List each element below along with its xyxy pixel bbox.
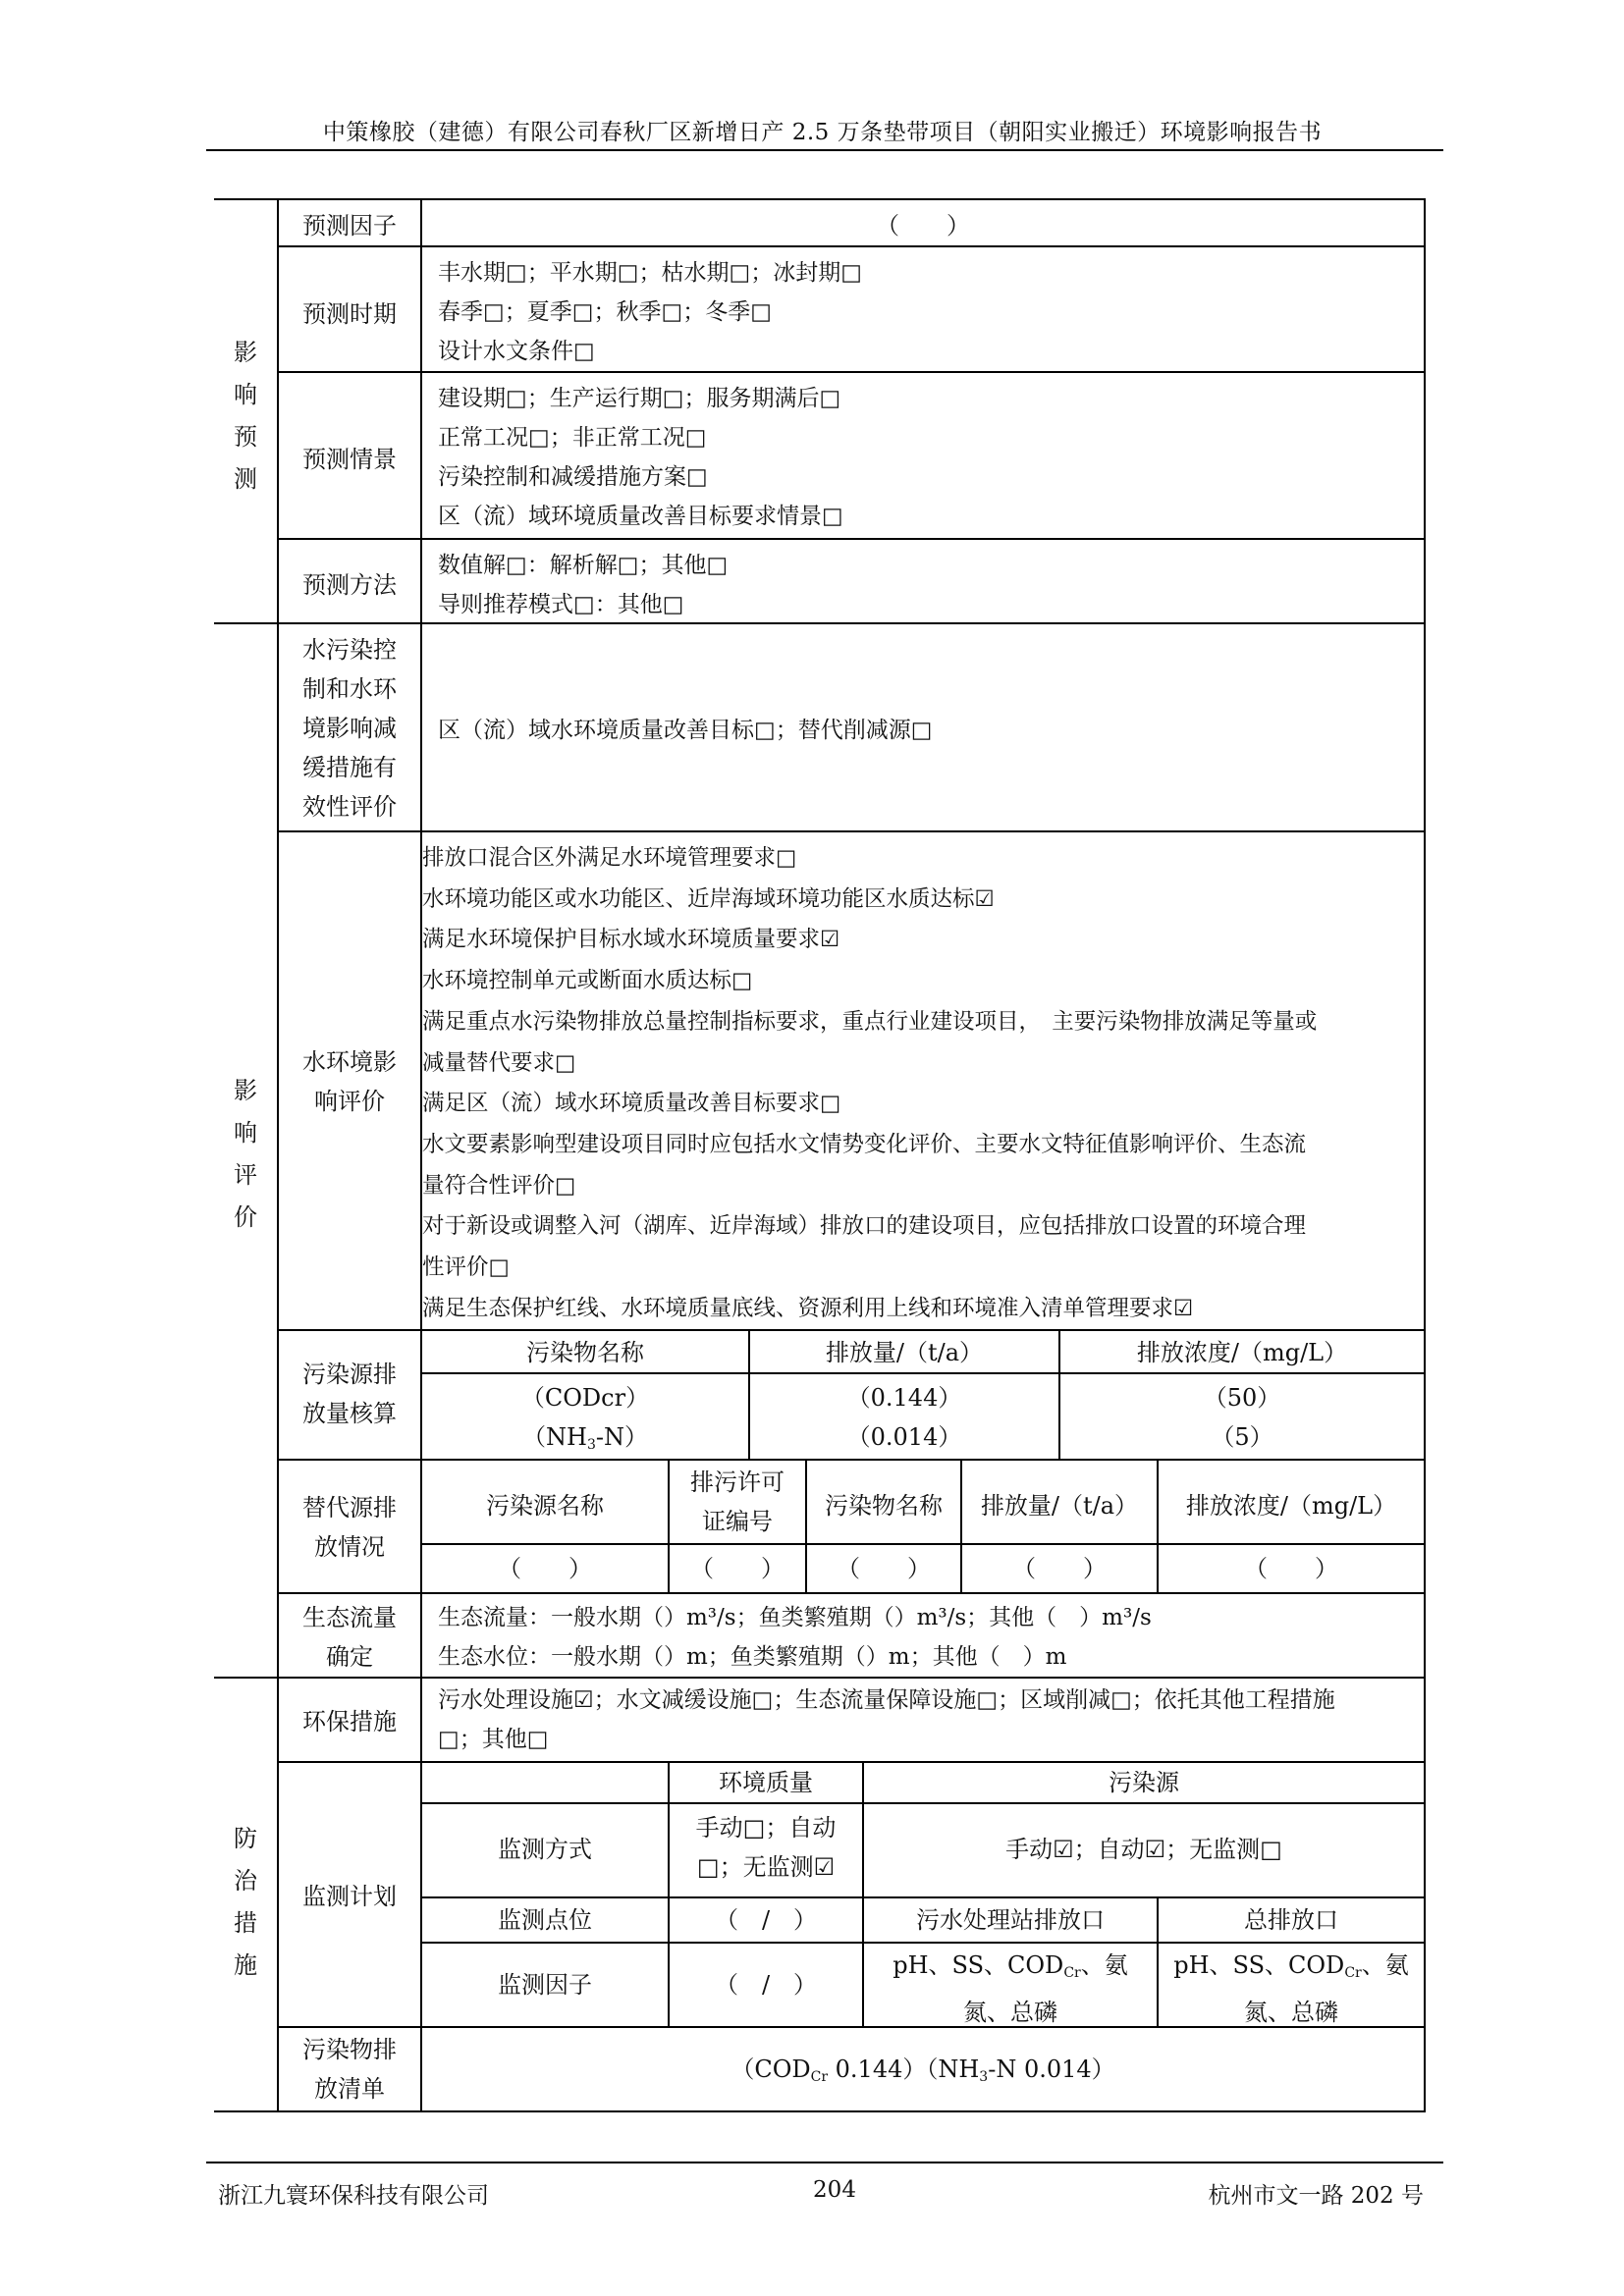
source-check-label: 污染源排 放量核算 bbox=[302, 1361, 397, 1427]
monitor-factor-label: 监测因子 bbox=[498, 1971, 592, 1999]
prediction-factor-value: （ ） bbox=[876, 212, 970, 240]
row-line bbox=[422, 1802, 1424, 1804]
monitor-src-factor-2: pH、SS、$COD_{Cr}$、氨 氮、总磷 bbox=[1173, 1951, 1409, 2026]
replace-header-source: 污染源名称 bbox=[486, 1492, 604, 1520]
replace-val-5: （ ） bbox=[1244, 1555, 1338, 1582]
section-prevention-label: 防 治 措 施 bbox=[234, 1825, 257, 1979]
replace-val-2: （ ） bbox=[690, 1555, 785, 1582]
monitor-env-method: 手动□；自动 □；无监测☑ bbox=[695, 1814, 837, 1881]
footer-address: 杭州市文一路 202 号 bbox=[1208, 2183, 1424, 2209]
row-line bbox=[422, 1372, 1424, 1374]
replace-source-label: 替代源排 放情况 bbox=[302, 1494, 397, 1561]
monitor-env-point: （ / ） bbox=[714, 1906, 818, 1934]
source-row-amount: （0.144） （0.014） bbox=[846, 1384, 962, 1451]
table-top-border bbox=[214, 198, 1424, 200]
replace-val-1: （ ） bbox=[498, 1555, 592, 1582]
monitor-src-method: 手动☑；自动☑；无监测□ bbox=[1005, 1836, 1282, 1863]
monitor-env-factor: （ / ） bbox=[714, 1971, 818, 1999]
source-header-name: 污染物名称 bbox=[526, 1339, 644, 1366]
source-row-pollutant: （CODcr） $(NH_3-N)$ bbox=[520, 1384, 650, 1453]
monitor-source-header: 污染源 bbox=[1109, 1769, 1179, 1796]
footer-rule bbox=[206, 2162, 1443, 2163]
monitor-point-label: 监测点位 bbox=[498, 1906, 592, 1934]
measures-values: 污水处理设施☑；水文减缓设施□；生态流量保障设施□；区域削减□；依托其他工程措施 □；其他□ bbox=[438, 1687, 1335, 1752]
eco-flow-values: 生态流量：一般水期（）m³/s；鱼类繁殖期（）m³/s；其他（ ）m³/s 生态水位：一般水期（）m；鱼类繁殖期（）m；其他（ ）m bbox=[438, 1605, 1152, 1670]
col-line-1 bbox=[277, 198, 279, 2112]
prediction-period-values: 丰水期□；平水期□；枯水期□；冰封期□ 春季□；夏季□；秋季□；冬季□ 设计水文条件□ bbox=[438, 260, 862, 364]
row-line bbox=[422, 1896, 1424, 1898]
monitor-method-label: 监测方式 bbox=[498, 1836, 592, 1863]
row-line bbox=[279, 1592, 1424, 1594]
row-line bbox=[279, 245, 1424, 247]
page-header: 中策橡胶（建德）有限公司春秋厂区新增日产 2.5 万条垫带项目（朝阳实业搬迁）环境影响报告书 bbox=[322, 120, 1323, 145]
section-line bbox=[214, 622, 1424, 624]
table-bottom-border bbox=[214, 2110, 1424, 2112]
row-line bbox=[422, 1942, 1424, 1944]
replace-val-4: （ ） bbox=[1012, 1555, 1107, 1582]
row-line bbox=[279, 830, 1424, 832]
row-line bbox=[279, 371, 1424, 373]
discharge-list-label: 污染物排 放清单 bbox=[302, 2036, 397, 2103]
source-row-conc: （50） （5） bbox=[1203, 1384, 1281, 1451]
row-line bbox=[279, 1459, 1424, 1461]
prediction-method-values: 数值解□：解析解□；其他□ 导则推荐模式□：其他□ bbox=[438, 553, 729, 617]
footer-company: 浙江九寰环保科技有限公司 bbox=[218, 2183, 489, 2209]
section-evaluation-label: 影 响 评 价 bbox=[234, 1077, 257, 1231]
eco-flow-label: 生态流量 确定 bbox=[302, 1604, 397, 1671]
row-line bbox=[422, 1543, 1424, 1545]
replace-header-pollutant: 污染物名称 bbox=[825, 1492, 943, 1520]
prediction-method-label: 预测方法 bbox=[302, 571, 397, 599]
discharge-list-value: （$COD_{Cr}$ $0.144)(NH_3-N$ 0.014） bbox=[731, 2056, 1115, 2085]
monitor-src-point-1: 污水处理站排放口 bbox=[916, 1906, 1105, 1934]
effectiveness-label: 水污染控 制和水环 境影响减 缓措施有 效性评价 bbox=[302, 636, 397, 821]
col-line-right bbox=[1424, 198, 1426, 2112]
header-rule bbox=[206, 149, 1443, 151]
section-prediction-label: 影 响 预 测 bbox=[234, 339, 257, 493]
monitor-env-quality-header: 环境质量 bbox=[719, 1769, 813, 1796]
effectiveness-value: 区（流）域水环境质量改善目标□；替代削减源□ bbox=[438, 718, 933, 743]
prediction-factor-label: 预测因子 bbox=[302, 212, 397, 240]
prediction-scenario-label: 预测情景 bbox=[302, 446, 397, 473]
monitor-src-point-2: 总排放口 bbox=[1244, 1906, 1338, 1934]
replace-header-conc: 排放浓度/（mg/L） bbox=[1185, 1492, 1397, 1520]
water-eval-label: 水环境影 响评价 bbox=[302, 1048, 397, 1115]
section-line bbox=[214, 1677, 1424, 1679]
row-line bbox=[279, 2026, 1424, 2028]
source-header-amount: 排放量/（t/a） bbox=[825, 1339, 984, 1366]
monitoring-label: 监测计划 bbox=[302, 1883, 397, 1910]
replace-header-amount: 排放量/（t/a） bbox=[980, 1492, 1139, 1520]
prediction-period-label: 预测时期 bbox=[302, 300, 397, 328]
monitor-src-factor-1: pH、SS、$COD_{Cr}$、氨 氮、总磷 bbox=[893, 1951, 1128, 2026]
row-line bbox=[279, 538, 1424, 540]
row-line bbox=[279, 1329, 1424, 1331]
prediction-scenario-values: 建设期□；生产运行期□；服务期满后□ 正常工况□；非正常工况□ 污染控制和减缓措施方案□ 区（流）域环境质量改善目标要求情景□ bbox=[438, 386, 843, 529]
page-number: 204 bbox=[813, 2177, 856, 2203]
source-header-conc: 排放浓度/（mg/L） bbox=[1136, 1339, 1348, 1366]
replace-val-3: （ ） bbox=[837, 1555, 931, 1582]
measures-label: 环保措施 bbox=[302, 1708, 397, 1735]
water-eval-values: 排放口混合区外满足水环境管理要求□ 水环境功能区或水功能区、近岸海域环境功能区水质达标☑ 满足水环境保护目标水域水环境质量要求☑ 水环境控制单元或断面水质达标□ 满足重点水污染物排放总量控制指标要求，重点行业建设项目， 主要污染物排放满足等量或 减量替代要求□ 满足区（流）域水环境质量改善目标要求□ 水文要素影响型建设项目同时应包括水文情势变化评价、主要水文特征值影响评价、生态流 量符合性评价□ 对于新设或调整入河（湖库、近岸海域）排放口的建设项目，应包括排放口设置的环境合理 性评价□ 满足生态保护红线、水环境质量底线、资源利用上线和环境准入清单管理要求☑ bbox=[422, 845, 1318, 1321]
replace-header-permit: 排污许可 证编号 bbox=[690, 1468, 785, 1535]
